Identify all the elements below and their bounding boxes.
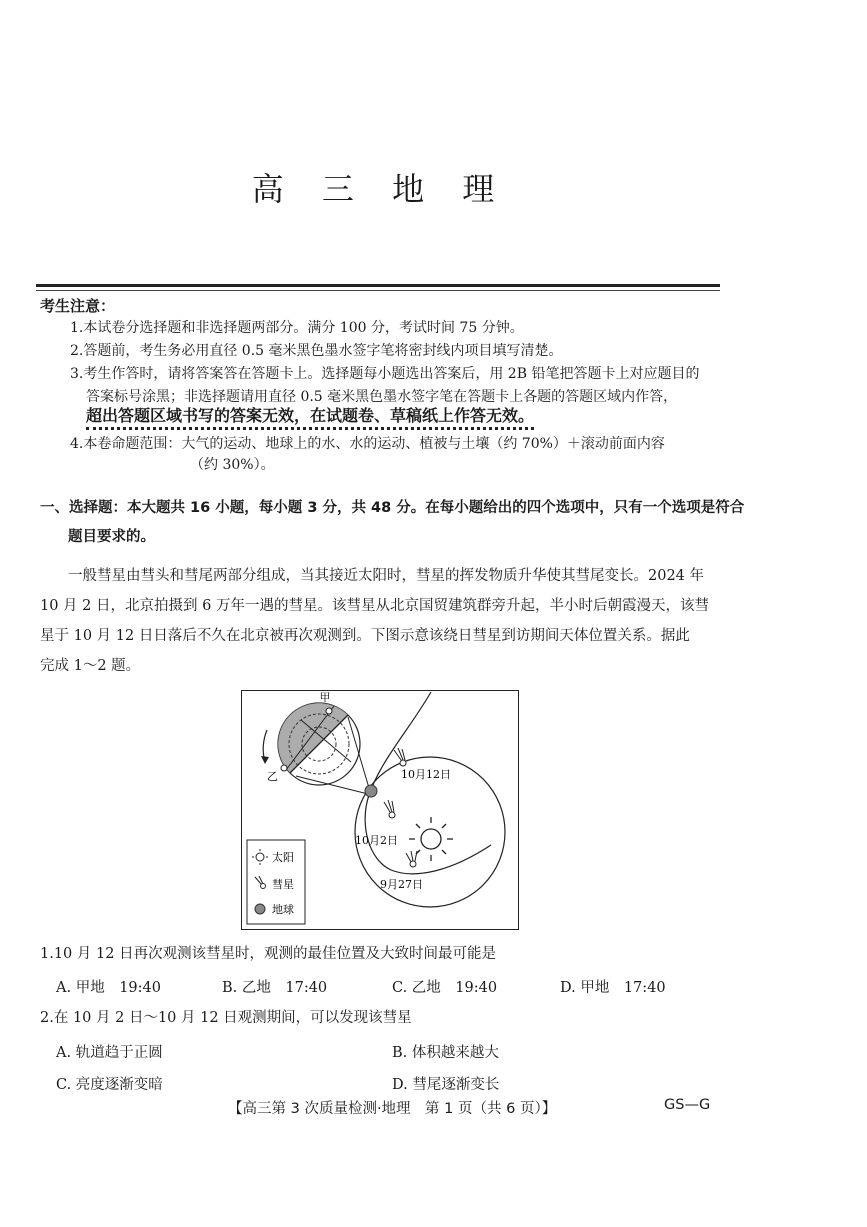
question-1-option-b: B. 乙地 17:40 (222, 980, 328, 996)
question-2-option-c: C. 亮度逐渐变暗 (56, 1077, 163, 1093)
legend-earth-icon (255, 904, 265, 914)
passage-line-4: 完成 1～2 题。 (40, 658, 141, 674)
section-heading-cont: 题目要求的。 (68, 529, 155, 545)
question-1-option-c: C. 乙地 19:40 (392, 980, 498, 996)
legend-sun-label: 太阳 (272, 851, 294, 864)
notice-item-4: 4.本卷命题范围：大气的运动、地球上的水、水的运动、植被与土壤（约 70%）＋滚动前面内容 (70, 436, 665, 452)
header-rule-thick (36, 284, 720, 287)
page-title: 高 三 地 理 (251, 170, 509, 208)
label-jia: 甲 (319, 691, 331, 704)
passage-line-1: 一般彗星由彗头和彗尾两部分组成，当其接近太阳时，彗星的挥发物质升华使其彗尾变长。2024 年 (68, 568, 705, 584)
notice-item-1: 1.本试卷分选择题和非选择题两部分。满分 100 分，考试时间 75 分钟。 (70, 320, 524, 336)
question-2-stem: 2.在 10 月 2 日～10 月 12 日观测期间，可以发现该彗星 (40, 1010, 412, 1026)
question-1-stem: 1.10 月 12 日再次观测该彗星时，观测的最佳位置及大致时间最可能是 (40, 946, 497, 962)
question-1-option-a: A. 甲地 19:40 (56, 980, 161, 996)
point-jia (326, 708, 332, 714)
section-heading: 一、选择题：本大题共 16 小题，每小题 3 分，共 48 分。在每小题给出的四个选项中，只有一个选项是符合 (40, 500, 745, 516)
notice-item-3: 3.考生作答时，请将答案答在答题卡上。选择题每小题选出答案后，用 2B 铅笔把答题卡上对应题目的 (70, 366, 700, 382)
question-2-option-a: A. 轨道趋于正圆 (56, 1045, 163, 1061)
notice-emphasis-text: 超出答题区域书写的答案无效，在试题卷、草稿纸上作答无效。 (86, 406, 534, 430)
notice-heading: 考生注意： (40, 297, 116, 315)
header-rule-thin (36, 290, 720, 291)
question-1-option-d: D. 甲地 17:40 (560, 980, 666, 996)
page-footer: 【高三第 3 次质量检测·地理 第 1 页（共 6 页）】 (228, 1101, 557, 1117)
point-yi (281, 765, 287, 771)
label-sep27: 9月27日 (380, 878, 423, 891)
passage-line-2: 10 月 2 日，北京拍摄到 6 万年一遇的彗星。该彗星从北京国贸建筑群旁升起，半小时后朝霞漫天，该彗 (40, 598, 709, 614)
legend (247, 840, 305, 924)
notice-item-4-cont: （约 30%）。 (190, 457, 275, 473)
earth-icon (365, 785, 377, 797)
label-yi: 乙 (267, 770, 278, 783)
question-2-option-b: B. 体积越来越大 (392, 1045, 499, 1061)
passage-line-3: 星于 10 月 12 日日落后不久在北京被再次观测到。下图示意该绕日彗星到访期间天体位置关系。据此 (40, 628, 690, 644)
notice-emphasis (86, 406, 534, 426)
label-oct2: 10月2日 (355, 834, 398, 847)
legend-earth-label: 地球 (272, 903, 294, 916)
notice-item-2: 2.答题前，考生务必用直径 0.5 毫米黑色墨水签字笔将密封线内项目填写清楚。 (70, 343, 563, 359)
notice-item-3-cont: 答案标号涂黑；非选择题请用直径 0.5 毫米黑色墨水签字笔在答题卡上各题的答题区域内作答， (86, 389, 678, 405)
label-oct12: 10月12日 (401, 768, 451, 781)
legend-comet-label: 彗星 (272, 878, 294, 891)
paper-code: GS—G (664, 1097, 711, 1113)
question-2-option-d: D. 彗尾逐渐变长 (392, 1077, 500, 1093)
comet-orbit-diagram (241, 690, 519, 930)
